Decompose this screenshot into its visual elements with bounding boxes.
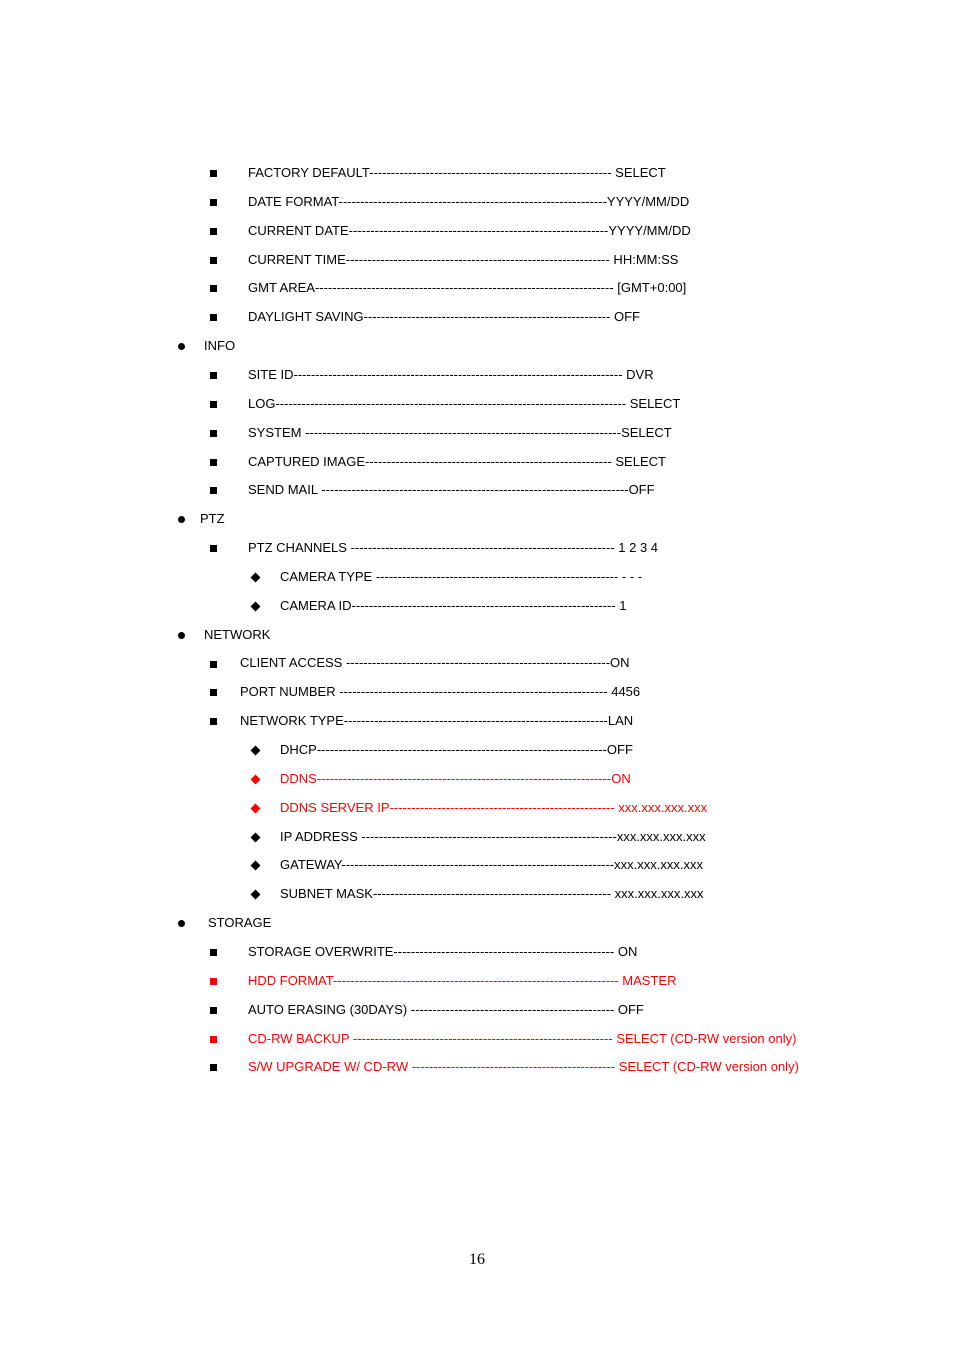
list-item-text: DHCP-------------------------------------------------------------------OFF — [280, 742, 633, 757]
list-item-text: STORAGE — [208, 915, 272, 931]
list-item-text: NETWORK — [204, 626, 271, 642]
list-item-text: GATEWAY---------------------------------------------------------------xxx.xxx.xxx.xxx — [280, 857, 703, 873]
bullet-square-icon — [204, 1030, 222, 1048]
bullet-diamond-icon — [246, 770, 264, 788]
bullet-square-icon — [204, 164, 222, 182]
page-number: 16 — [469, 1251, 485, 1268]
list-item-text: INFO — [204, 338, 236, 354]
list-item-text: CURRENT TIME------------------------------------------------------------- HH:MM:SS — [248, 251, 679, 267]
bullet-diamond-icon — [246, 741, 264, 759]
bullet-diamond-icon — [246, 828, 264, 846]
list-item-text: STORAGE OVERWRITE--------------------------------------------------- ON — [248, 943, 638, 959]
bullet-square-icon — [204, 683, 222, 701]
bullet-dot-icon — [172, 510, 190, 528]
list-item-text: CD-RW BACKUP ------------------------------------------------------------ SELECT (CD-RW version only) — [248, 1030, 797, 1046]
bullet-square-icon — [204, 943, 222, 961]
bullet-diamond-icon — [246, 856, 264, 874]
list-item-text: PTZ — [200, 511, 225, 527]
bullet-square-icon — [204, 308, 222, 326]
bullet-square-icon — [204, 481, 222, 499]
list-item-text: CAMERA TYPE -------------------------------------------------------- - - - — [280, 568, 643, 584]
bullet-square-icon — [204, 193, 222, 211]
list-item-text: CAPTURED IMAGE--------------------------------------------------------- SELECT — [248, 453, 666, 469]
list-item-text: LOG--------------------------------------------------------------------------------- SELECT — [248, 395, 681, 411]
list-item-text: CLIENT ACCESS -------------------------------------------------------------ON — [240, 655, 630, 671]
bullet-square-icon — [204, 1001, 222, 1019]
list-item-text: DAYLIGHT SAVING--------------------------------------------------------- OFF — [248, 309, 640, 325]
list-item-text: SITE ID---------------------------------------------------------------------------- DVR — [248, 366, 654, 382]
list-item-text: CAMERA ID------------------------------------------------------------- 1 — [280, 597, 627, 613]
list-item-text: SYSTEM -------------------------------------------------------------------------SELECT — [248, 424, 672, 440]
list-item-text: SEND MAIL -----------------------------------------------------------------------OFF — [248, 482, 655, 498]
bullet-square-icon — [204, 1058, 222, 1076]
list-item-text: S/W UPGRADE W/ CD-RW ----------------------------------------------- SELECT (CD-RW version only) — [248, 1059, 799, 1075]
bullet-dot-icon — [172, 626, 190, 644]
list-item-text: DDNS--------------------------------------------------------------------ON — [280, 770, 631, 786]
list-item-text: DDNS SERVER IP---------------------------------------------------- xxx.xxx.xxx.xxx — [280, 799, 708, 815]
list-item-text: AUTO ERASING (30DAYS) ----------------------------------------------- OFF — [248, 1001, 644, 1017]
list-item-text: CURRENT DATE------------------------------------------------------------YYYY/MM/DD — [248, 222, 691, 238]
list-item-text: PTZ CHANNELS ------------------------------------------------------------- 1 2 3 4 — [248, 540, 659, 556]
bullet-square-icon — [204, 972, 222, 990]
list-item-text: IP ADDRESS -----------------------------------------------------------xxx.xxx.xxx.xxx — [280, 828, 706, 844]
list-item-text: GMT AREA--------------------------------------------------------------------- [GMT+0:00] — [248, 280, 687, 296]
bullet-diamond-icon — [246, 568, 264, 586]
bullet-square-icon — [204, 453, 222, 471]
bullet-square-icon — [204, 395, 222, 413]
list-item-text: NETWORK TYPE-------------------------------------------------------------LAN — [240, 713, 634, 729]
bullet-diamond-icon — [246, 799, 264, 817]
bullet-square-icon — [204, 424, 222, 442]
bullet-dot-icon — [172, 914, 190, 932]
bullet-square-icon — [204, 279, 222, 297]
bullet-square-icon — [204, 222, 222, 240]
bullet-square-icon — [204, 712, 222, 730]
list-item-text: HDD FORMAT------------------------------------------------------------------ MASTER — [248, 972, 677, 988]
list-item-text: DATE FORMAT--------------------------------------------------------------YYYY/MM/DD — [248, 193, 690, 209]
bullet-dot-icon — [172, 337, 190, 355]
list-item-text: PORT NUMBER -------------------------------------------------------------- 4456 — [240, 684, 641, 700]
bullet-square-icon — [204, 251, 222, 269]
bullet-diamond-icon — [246, 597, 264, 615]
bullet-square-icon — [204, 366, 222, 384]
bullet-diamond-icon — [246, 885, 264, 903]
list-item-text: SUBNET MASK------------------------------------------------------- xxx.xxx.xxx.xxx — [280, 886, 704, 902]
bullet-square-icon — [204, 539, 222, 557]
bullet-square-icon — [204, 654, 222, 672]
list-item-text: FACTORY DEFAULT-------------------------------------------------------- SELECT — [248, 165, 666, 180]
